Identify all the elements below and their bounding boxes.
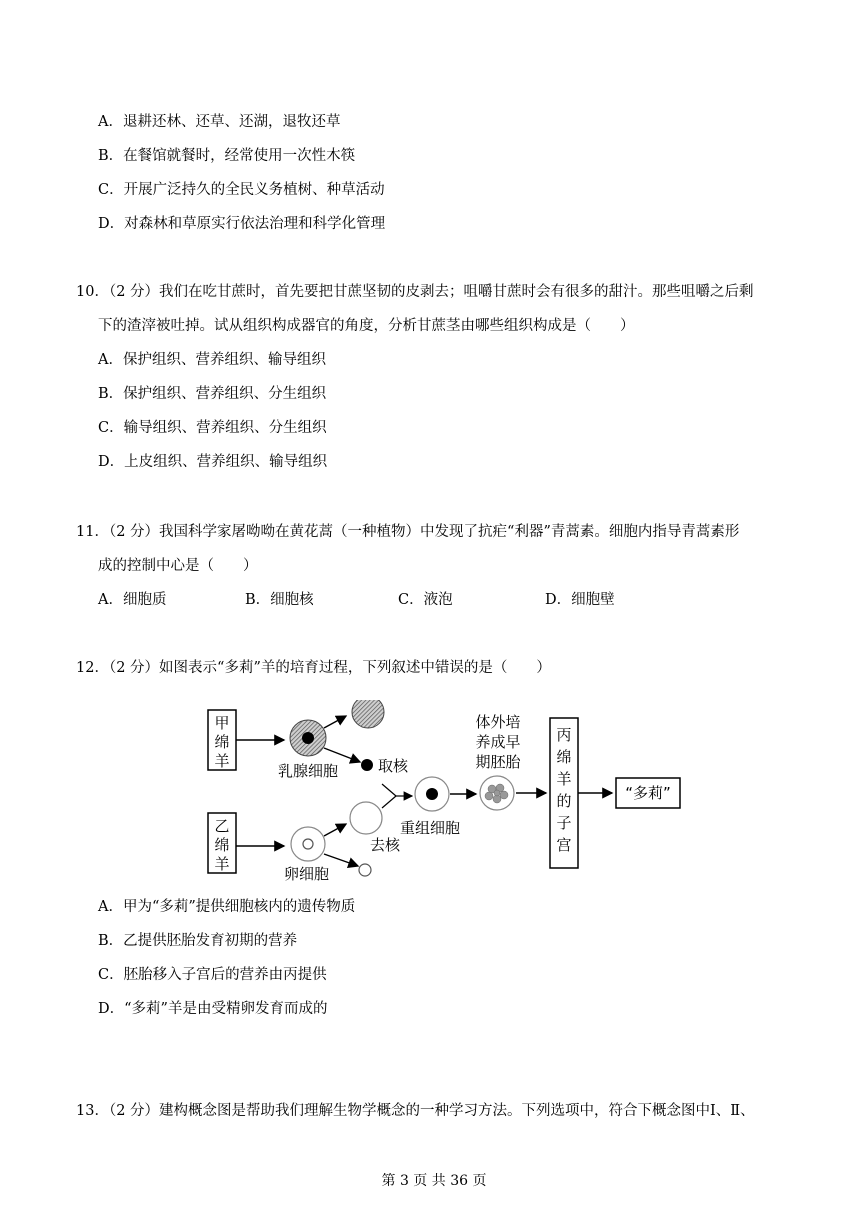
culture-label-line3: 期胚胎 (475, 753, 521, 771)
page-footer: 第 3 页 共 36 页 (381, 1173, 487, 1189)
q12-option-d: D．“多莉”羊是由受精卵发育而成的 (98, 1001, 328, 1017)
q12-option-b: B．乙提供胚胎发育初期的营养 (98, 933, 298, 949)
merge-line-top (382, 784, 396, 796)
q10-option-a: A．保护组织、营养组织、输导组织 (98, 352, 326, 368)
recombined-cell-label: 重组细胞 (400, 819, 461, 837)
take-nucleus-label: 取核 (378, 757, 409, 775)
q11-option-a: A．细胞质 (98, 592, 167, 608)
q11-stem-line1: 11．（2 分）我国科学家屠呦呦在黄花蒿（一种植物）中发现了抗疟“利器”青蒿素。细胞内指导青蒿素形 (76, 524, 740, 540)
merge-line-bottom (382, 796, 396, 808)
q9-option-c: C．开展广泛持久的全民义务植树、种草活动 (98, 182, 385, 198)
sheep-c-char-4: 的 (556, 792, 572, 810)
arrow-to-nucleus (324, 748, 360, 762)
arrow-to-removed-nucleus (324, 854, 358, 866)
arrow-to-enucleated (324, 824, 346, 836)
arrow-to-cytoplasm (324, 716, 346, 728)
dolly-cloning-diagram (200, 700, 700, 890)
q12-option-c: C．胚胎移入子宫后的营养由丙提供 (98, 967, 327, 983)
q10-stem-line2: 下的渣滓被吐掉。试从组织构成器官的角度，分析甘蔗茎由哪些组织构成是（ ） (98, 318, 635, 334)
sheep-b-char-1: 乙 (214, 817, 230, 835)
enucleated-egg-icon (350, 802, 382, 834)
sheep-c-char-6: 宫 (556, 836, 572, 854)
sheep-a-char-2: 绵 (214, 733, 230, 751)
sheep-b-char-2: 绵 (214, 836, 230, 854)
sheep-c-char-2: 绵 (556, 748, 572, 766)
q12-stem: 12．（2 分）如图表示“多莉”羊的培育过程，下列叙述中错误的是（ ） (76, 660, 551, 676)
q11-option-d: D．细胞壁 (545, 592, 615, 608)
sheep-a-char-1: 甲 (214, 714, 230, 732)
sheep-a-char-3: 羊 (214, 752, 230, 770)
removed-nucleus-icon (359, 864, 371, 876)
egg-nucleus-icon (303, 839, 313, 849)
culture-label-line1: 体外培 (475, 713, 521, 731)
q10-option-b: B．保护组织、营养组织、分生组织 (98, 386, 327, 402)
sheep-c-char-3: 羊 (556, 770, 572, 788)
sheep-c-char-1: 丙 (556, 726, 572, 744)
q10-option-d: D．上皮组织、营养组织、输导组织 (98, 454, 328, 470)
egg-cell-label: 卵细胞 (284, 865, 330, 883)
sheep-c-char-5: 子 (556, 814, 572, 832)
extracted-nucleus-icon (361, 759, 373, 771)
q9-option-b: B．在餐馆就餐时，经常使用一次性木筷 (98, 148, 356, 164)
mammary-cytoplasm-icon (352, 700, 384, 728)
culture-label-line2: 养成早 (475, 733, 521, 751)
q10-stem-line1: 10．（2 分）我们在吃甘蔗时，首先要把甘蔗坚韧的皮剥去；咀嚼甘蔗时会有很多的甜汁。那些咀嚼之后剩 (76, 284, 754, 300)
remove-nucleus-label: 去核 (370, 836, 401, 854)
q11-stem-line2: 成的控制中心是（ ） (98, 558, 258, 574)
q11-option-c: C．液泡 (398, 592, 453, 608)
mammary-cell-label: 乳腺细胞 (278, 762, 339, 780)
q10-option-c: C．输导组织、营养组织、分生组织 (98, 420, 327, 436)
dolly-label: “多莉” (625, 784, 671, 802)
recombined-nucleus-icon (426, 788, 438, 800)
mammary-nucleus-icon (302, 732, 314, 744)
q9-option-d: D．对森林和草原实行依法治理和科学化管理 (98, 216, 386, 232)
q9-option-a: A．退耕还林、还草、还湖，退牧还草 (98, 114, 341, 130)
q13-stem-line1: 13．（2 分）建构概念图是帮助我们理解生物学概念的一种学习方法。下列选项中，符合下概念图中Ⅰ、Ⅱ、 (76, 1103, 755, 1119)
q12-option-a: A．甲为“多莉”提供细胞核内的遗传物质 (98, 899, 356, 915)
q11-option-b: B．细胞核 (245, 592, 314, 608)
sheep-b-char-3: 羊 (214, 855, 230, 873)
